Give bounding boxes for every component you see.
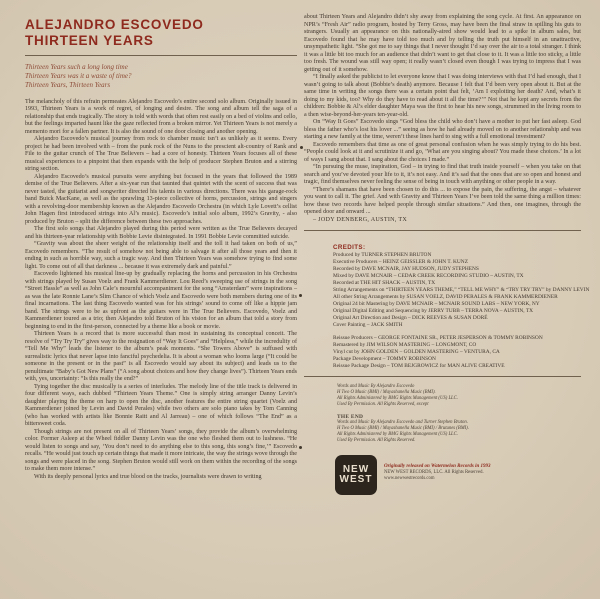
print-speck bbox=[300, 146, 303, 149]
essay-paragraph: On “Way It Goes” Escovedo sings “God bless the child who don’t have a mother to put her fast asleep. God bless the father who’s lost his lover ...” seeing as how he had already moved on to another relationship and was starting a new family at the time, weren’t these lines hard to sing with a full emotional investment? bbox=[304, 119, 581, 140]
credit-line: Produced by TURNER STEPHEN BRUTON bbox=[333, 252, 432, 258]
credit-line: Remastered by JIM WILSON MASTERING – LONGMONT, CO bbox=[333, 342, 477, 348]
credits-heading: CREDITS: bbox=[333, 244, 366, 251]
print-speck bbox=[299, 446, 302, 449]
label-fine-print bbox=[384, 455, 490, 483]
byline: – JODY DENBERG, AUSTIN, TX bbox=[313, 216, 408, 223]
essay-paragraph: Alejandro Escovedo’s musical pursuits were anything but focused in the years that followed the 1989 demise of the True Believers. After a six-year run that taunted that quintet with the scent of success that was never tasted, the guitarist and songwriter directed his talents in various directions. There was his garage-rock band Buick MacKane, as well as the sprawling 13-piece collective of horns, percussion, strings and singers with a revolving-door membership known as the Alejandro Escovedo Orchestra (in which Lyle Lovett’s cellist John Hagen first introduced strings into Al’s music). Escovedo’s initial solo album, 1992’s Gravity, - also produced by Bruton – split the difference between these two approaches. bbox=[25, 173, 297, 225]
original-release-note: Originally released on Watermelon Records in 1993 bbox=[384, 464, 491, 469]
essay-paragraph: The first solo songs that Alejandro played during this period were written as the True Believers decayed and his thirteen-year relationship with Bobbie Levie disintegrated. In 1991 Bobbie Levie committed suicide. bbox=[25, 226, 297, 240]
record-label-block bbox=[304, 455, 581, 495]
new-west-records-logo bbox=[335, 455, 377, 495]
essay-paragraph: Escovedo lightened his musical line-up by gradually replacing the horns and percussion in his Orchestra with strings played by Susan Voelz and Frank Kammerdiener. Lou Reed’s sweeping use of strings in the song “Street Hassle” as well as John Cale’s mournful accompaniment for the song “Amsterdam” were inspirations – as was the late Ronnie Lane’s Slim Chance of which Voelz and Escovedo were both members during one of its final incarnations. The last thing Escovedo wanted was for his strings’ sound to come off like a hippie jam band. The strings were to be as upfront as the guitars were in The True Believers. Escovedo, Voelz and Kammerdiener toured as a trio; then Alejandro told Bruton of his vision for an album that told a story from beginning to end in the first-person, connected by a theme like a book or movie. bbox=[25, 271, 297, 330]
album-title: THIRTEEN YEARS bbox=[25, 33, 154, 48]
essay-paragraph: “In pursuing the muse, inspiration, God – in trying to find that truth inside yourself – when you take on that search and you’ve devoted your life to it, it’s not easy. And it’s sad that the ones that are so open and honest and tragic, find themselves never feeling the sense of being in touch with anything or other people in a way. bbox=[304, 164, 581, 185]
logo-text-bottom: WEST bbox=[339, 474, 373, 485]
credit-line: Recorded at THE HIT SHACK – AUSTIN, TX bbox=[333, 280, 436, 286]
credit-line: Mixed by DAVE MCNAIR – CEDAR CREEK RECORDING STUDIO – AUSTIN, TX bbox=[333, 273, 524, 279]
credit-line: Original Digital Editing and Sequencing by JERRY TUBB – TERRA NOVA – AUSTIN, TX bbox=[333, 308, 534, 314]
label-line: www.newwestrecords.com bbox=[384, 476, 435, 482]
print-speck bbox=[299, 294, 302, 297]
legal-line: H Two O Music (BMI) / Mayashanella Music (BMI) / Brutunes (BMI). bbox=[337, 426, 469, 431]
essay-paragraph: about Thirteen Years and Alejandro didn’t shy away from explaining the song cycle. At first. An appearance on NPR’s “Fresh Air” radio program, hosted by Terry Gross, may have been the final straw in spilling his guts to strangers. Usually an appearance on this nationally-aired show would lead to a spike in album sales, but Escovedo found that he may have told too much and by telling the truth put himself in an unattractive, unsympathetic light. “She got me to say things that I never thought I’d say over the air to a total stranger. I think it was a little bit too much for an audience that didn’t want to get that close to it. It was a little too sticky, a little too fresh. The wound was still way open; it really wasn’t closed even though I was trying to impress that I was getting out of it somehow. bbox=[304, 14, 581, 73]
legal-divider bbox=[304, 376, 581, 377]
credit-line: Original 24 bit Mastering by DAVE MCNAIR – MCNAIR SOUND LABS – NEW YORK, NY bbox=[333, 301, 540, 307]
liner-notes-left bbox=[25, 99, 297, 482]
essay-paragraph: “I finally asked the publicist to let everyone know that I was doing interviews with that I’d had enough, that I wasn’t going to talk about (Bobbie’s death) anymore. Because I felt that I’d been very open about it. But at the same time in writing the songs there was a certain point that felt, ‘Am I exploiting her death? And, what’s it doing to my kids, too? Why do they have to read about it all the time?’” Not that he kept any secrets from the children: Bobbie & Al’s elder daughter Maya was the first to hear his new songs, strummed in the living room to a then wise-beyond-her-years ten-year-old. bbox=[304, 74, 581, 118]
credit-line: Executive Producers – HEINZ GEISSLER & JOHN T. KUNZ bbox=[333, 259, 468, 265]
essay-paragraph: Thirteen Years is a record that is more successful than most in sustaining its conceptual conceit. The resolve of “Try Try Try” gives way to the resignation of “Way It Goes” and “Helpless,” while the incredulity of “Tell Me Why” leads the listener to the album’s peak moments. “She Towers Above” is suffused with surrealistic lyrics that never lapse into fanciful psychedelia. It is about a woman who looms large (“It could be someone in the present or in the past” is all Escovedo would say about its subject) and leads us to the penultimate “Baby’s Got New Plans” (“A song about choices and how they change lives”). Thirteen Years ends with, yes, uncertainty: “Is this really the end?” bbox=[25, 331, 297, 383]
legal-line: Used By Permission. All Rights Reserved, except bbox=[337, 402, 429, 407]
legal-line: Words and Music By Alejandro Escovedo bbox=[337, 384, 415, 389]
credit-line: Reissue Producers – GEORGE FONTAINE SR., PETER JESPERSON & TOMMY ROBINSON bbox=[333, 335, 543, 341]
essay-paragraph: Alejandro Escovedo’s musical journey from rock to chamber music isn’t as unlikely as it seems. Every project he had been involved with – from the punk rock of the Nuns to the prescient alt-country of Rank and File to the guitar crunch of The True Believers – had a core of honesty. Thirteen Years focuses all of these musical experiences to a pinpoint that then expands with the help of producer Stephen Bruton and a stirring string section. bbox=[25, 136, 297, 173]
legal-line: Used By Permission. All Rights Reserved. bbox=[337, 438, 416, 443]
credit-line: Reissue Package Design – TOM BEJGROWICZ for MAN ALIVE CREATIVE bbox=[333, 363, 505, 369]
legal-line: H Two O Music (BMI) / Mayashanella Music (BMI). bbox=[337, 390, 436, 395]
legal-line: All Rights Administered by BMG Rights Management (US) LLC. bbox=[337, 432, 458, 437]
essay-paragraph: With its deeply personal lyrics and true blood on the tracks, journalists were drawn to writing bbox=[34, 473, 262, 480]
refrain-line: Thirteen Years such a long long time bbox=[25, 63, 128, 71]
title-divider bbox=[25, 55, 297, 56]
credits-section bbox=[304, 244, 590, 370]
legal-line: Words and Music By Alejandro Escovedo and Turner Stephen Bruton. bbox=[337, 420, 468, 425]
label-line: NEW WEST RECORDS, LLC. All Rights Reserved. bbox=[384, 470, 484, 476]
logo-text-top: NEW bbox=[342, 463, 370, 475]
left-column bbox=[25, 17, 297, 481]
credit-line: Cover Painting – JACK SMITH bbox=[333, 322, 403, 328]
lyric-refrain bbox=[25, 63, 297, 91]
legal-line: All Rights Administered by BMG Rights Management (US) LLC. bbox=[337, 396, 458, 401]
the-end-heading: THE END bbox=[337, 414, 364, 420]
essay-paragraph: The melancholy of this refrain permeates Alejandro Escovedo’s entire second solo album. Originally issued in 1993, Thirteen Years is a work of regret, of longing and desire. The song and album tell the saga of a relationship that ends tragically. The story is told with words that often rest easily on a bed of violins and cello, but the feelings imparted haunt like the gaze reflected from a broken mirror. Yet Thirteen Years is not merely a memento mori for a fallen partner. It is also the sound of one door closing and another opening. bbox=[25, 98, 297, 135]
credit-line: Package Development – TOMMY ROBINSON bbox=[333, 356, 436, 362]
right-column bbox=[304, 14, 590, 495]
essay-paragraph: Escovedo remembers that time as one of great personal confusion when he was simply trying to do his best. “People could look at it and scrutinize it and go, ‘What are you singing about? You made these choices.’ In a lot of ways I sang about that. I sang about the choices I made.” bbox=[304, 141, 581, 163]
essay-paragraph: “Gravity was about the sheer weight of the relationship itself and the toll it had taken on both of us,” Escovedo remembers. “The result of somehow not being able to salvage it after all those years and then it ending in such as horrible way, such a tragic way. And then Thirteen Years was somehow trying to find some light. To come out of all that darkness ... because it was extremely dark and painful.” bbox=[25, 241, 297, 270]
credit-line: Original Art Direction and Design – DICK REEVES & SUSAN DORÉ bbox=[333, 315, 488, 321]
credit-line: Vinyl cut by JOHN GOLDEN – GOLDEN MASTERING – VENTURA, CA bbox=[333, 349, 500, 355]
credit-line: All other String Arrangements by SUSAN VOELZ, DAVID PERALES & FRANK KAMMERDIENER bbox=[333, 294, 558, 300]
essay-paragraph: Tying together the disc musically is a series of interludes. The melody line of the title track is delivered in four different ways, each dubbed “Thirteen Years Theme.” One is simply string arranger Danny Levin’s daughter playing the theme on harp to open the disc, another features the entire string quartet (Voelz and Kammerdiener joined by Levin and David Perales) while two others are solo piano takes by Tom Canning (who has worked with artists like Bonnie Raitt and Al Jarreau) – one of which follows “The End” as a bittersweet coda. bbox=[25, 383, 297, 428]
essay-paragraph: “There’s shamans that have been chosen to do this ... to expose the pain, the suffering, the angst – whatever you want to call it. The grief. And with Gravity and Thirteen Years I’ve been told the same thing a million times: how these two records have helped people through similar situations.” And then, one imagines, through the opened door and onward ... bbox=[304, 186, 581, 215]
legal-section bbox=[304, 384, 581, 444]
credits-divider bbox=[304, 230, 581, 231]
refrain-line: Thirteen Years was it a waste of time? bbox=[25, 72, 132, 81]
credit-line: Recorded by DAVE MCNAIR, JAY HUDSON, JUDY STEPHENS bbox=[333, 266, 479, 272]
credit-line: String Arrangements on “THIRTEEN YEARS THEME,” “TELL ME WHY” & “TRY TRY TRY” by DANNY LEVIN bbox=[333, 287, 590, 293]
artist-name: ALEJANDRO ESCOVEDO bbox=[25, 17, 204, 32]
refrain-line: Thirteen Years, Thirteen Years bbox=[25, 81, 111, 90]
essay-paragraph: Though strings are not present on all of Thirteen Years’ songs, they provide the album’s overwhelming color. Former Asleep at the Wheel fiddler Danny Levin was the one who fleshed them out to lushness. “He would listen to songs and say, ‘You don’t need to do anything else to this song, this song’s fine,’” Escovedo recalls. “He would just touch up certain things that made it more intricate, the way the strings wove through the songs and were placed in the song. Stephen Bruton would still work on them within the recording of the songs to make them more intense.” bbox=[25, 428, 297, 473]
liner-notes-right bbox=[304, 14, 581, 224]
